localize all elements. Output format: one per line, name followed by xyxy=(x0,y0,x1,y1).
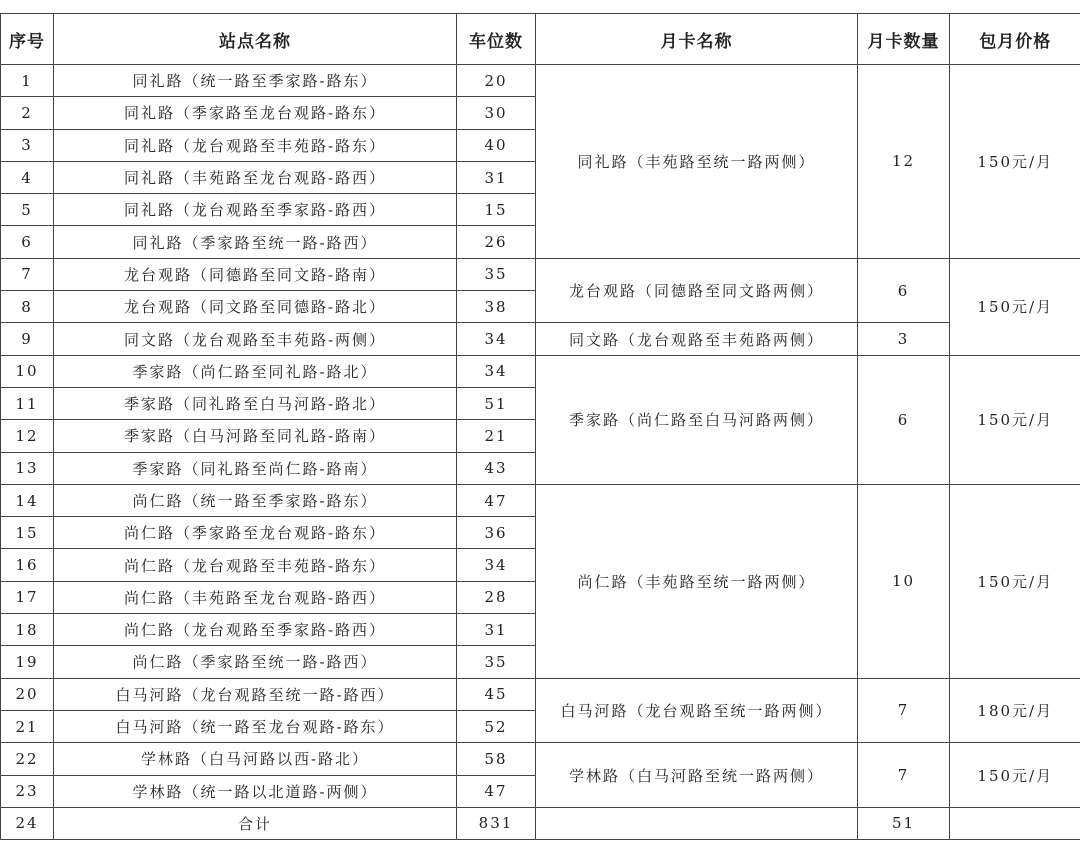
site-name: 季家路（同礼路至白马河路-路北） xyxy=(54,387,457,419)
row-index: 22 xyxy=(1,743,54,775)
header-card-quantity: 月卡数量 xyxy=(858,14,950,65)
site-name: 学林路（白马河路以西-路北） xyxy=(54,743,457,775)
site-name: 季家路（尚仁路至同礼路-路北） xyxy=(54,355,457,387)
row-index: 1 xyxy=(1,65,54,97)
table-row xyxy=(1,355,1080,387)
site-name: 季家路（白马河路至同礼路-路南） xyxy=(54,420,457,452)
site-name: 同礼路（龙台观路至季家路-路西） xyxy=(54,194,457,226)
table-row xyxy=(1,743,1080,775)
row-index: 9 xyxy=(1,323,54,355)
row-index: 16 xyxy=(1,549,54,581)
row-index: 21 xyxy=(1,710,54,742)
site-name: 尚仁路（季家路至龙台观路-路东） xyxy=(54,517,457,549)
site-name: 同礼路（季家路至龙台观路-路东） xyxy=(54,97,457,129)
space-count: 52 xyxy=(457,710,536,742)
row-index: 8 xyxy=(1,291,54,323)
row-index: 4 xyxy=(1,161,54,193)
space-count: 31 xyxy=(457,614,536,646)
space-count: 38 xyxy=(457,291,536,323)
site-name: 龙台观路（同文路至同德路-路北） xyxy=(54,291,457,323)
row-index: 6 xyxy=(1,226,54,258)
row-index: 5 xyxy=(1,194,54,226)
header-card-name: 月卡名称 xyxy=(536,14,858,65)
table-row xyxy=(1,258,1080,290)
row-index: 18 xyxy=(1,614,54,646)
card-name: 尚仁路（丰苑路至统一路两侧） xyxy=(536,484,858,678)
space-count: 58 xyxy=(457,743,536,775)
site-name: 同礼路（丰苑路至龙台观路-路西） xyxy=(54,161,457,193)
card-quantity: 12 xyxy=(858,65,950,259)
space-count: 30 xyxy=(457,97,536,129)
site-name: 同礼路（季家路至统一路-路西） xyxy=(54,226,457,258)
site-name: 合计 xyxy=(54,807,457,839)
row-index: 2 xyxy=(1,97,54,129)
site-name: 白马河路（龙台观路至统一路-路西） xyxy=(54,678,457,710)
space-count: 26 xyxy=(457,226,536,258)
monthly-price xyxy=(950,807,1080,839)
monthly-price: 150元/月 xyxy=(950,743,1080,808)
row-index: 12 xyxy=(1,420,54,452)
table-row xyxy=(1,65,1080,97)
space-count: 31 xyxy=(457,161,536,193)
header-site-name: 站点名称 xyxy=(54,14,457,65)
site-name: 学林路（统一路以北道路-两侧） xyxy=(54,775,457,807)
card-name: 同文路（龙台观路至丰苑路两侧） xyxy=(536,323,858,355)
card-quantity: 6 xyxy=(858,258,950,323)
monthly-price: 150元/月 xyxy=(950,258,1080,355)
card-name: 龙台观路（同德路至同文路两侧） xyxy=(536,258,858,323)
card-name: 白马河路（龙台观路至统一路两侧） xyxy=(536,678,858,743)
card-quantity: 6 xyxy=(858,355,950,484)
site-name: 同文路（龙台观路至丰苑路-两侧） xyxy=(54,323,457,355)
site-name: 季家路（同礼路至尚仁路-路南） xyxy=(54,452,457,484)
space-count: 47 xyxy=(457,484,536,516)
header-row xyxy=(1,14,1080,65)
table-row xyxy=(1,323,1080,355)
card-quantity: 7 xyxy=(858,743,950,808)
card-name: 同礼路（丰苑路至统一路两侧） xyxy=(536,65,858,259)
space-count: 21 xyxy=(457,420,536,452)
site-name: 龙台观路（同德路至同文路-路南） xyxy=(54,258,457,290)
card-quantity: 10 xyxy=(858,484,950,678)
monthly-price: 150元/月 xyxy=(950,355,1080,484)
monthly-price: 150元/月 xyxy=(950,65,1080,259)
table-row xyxy=(1,484,1080,516)
header-monthly-price: 包月价格 xyxy=(950,14,1080,65)
row-index: 13 xyxy=(1,452,54,484)
space-count: 51 xyxy=(457,387,536,419)
monthly-price: 180元/月 xyxy=(950,678,1080,743)
row-index: 20 xyxy=(1,678,54,710)
table-row xyxy=(1,678,1080,710)
space-count: 43 xyxy=(457,452,536,484)
row-index: 7 xyxy=(1,258,54,290)
site-name: 尚仁路（统一路至季家路-路东） xyxy=(54,484,457,516)
card-quantity: 7 xyxy=(858,678,950,743)
space-count: 34 xyxy=(457,355,536,387)
row-index: 23 xyxy=(1,775,54,807)
header-index: 序号 xyxy=(1,14,54,65)
site-name: 尚仁路（季家路至统一路-路西） xyxy=(54,646,457,678)
site-name: 尚仁路（丰苑路至龙台观路-路西） xyxy=(54,581,457,613)
space-count: 34 xyxy=(457,323,536,355)
header-space-count: 车位数 xyxy=(457,14,536,65)
table-row xyxy=(1,807,1080,839)
row-index: 15 xyxy=(1,517,54,549)
space-count: 35 xyxy=(457,646,536,678)
space-count: 47 xyxy=(457,775,536,807)
space-count: 45 xyxy=(457,678,536,710)
card-name xyxy=(536,807,858,839)
row-index: 19 xyxy=(1,646,54,678)
row-index: 17 xyxy=(1,581,54,613)
row-index: 14 xyxy=(1,484,54,516)
site-name: 白马河路（统一路至龙台观路-路东） xyxy=(54,710,457,742)
row-index: 24 xyxy=(1,807,54,839)
monthly-price: 150元/月 xyxy=(950,484,1080,678)
space-count: 35 xyxy=(457,258,536,290)
site-name: 尚仁路（龙台观路至丰苑路-路东） xyxy=(54,549,457,581)
space-count: 34 xyxy=(457,549,536,581)
space-count: 831 xyxy=(457,807,536,839)
space-count: 20 xyxy=(457,65,536,97)
card-name: 季家路（尚仁路至白马河路两侧） xyxy=(536,355,858,484)
table-body xyxy=(1,65,1080,840)
space-count: 28 xyxy=(457,581,536,613)
row-index: 3 xyxy=(1,129,54,161)
site-name: 同礼路（龙台观路至丰苑路-路东） xyxy=(54,129,457,161)
card-name: 学林路（白马河路至统一路两侧） xyxy=(536,743,858,808)
space-count: 36 xyxy=(457,517,536,549)
row-index: 11 xyxy=(1,387,54,419)
parking-monthly-card-table xyxy=(0,13,1080,840)
space-count: 40 xyxy=(457,129,536,161)
card-quantity: 51 xyxy=(858,807,950,839)
row-index: 10 xyxy=(1,355,54,387)
site-name: 尚仁路（龙台观路至季家路-路西） xyxy=(54,614,457,646)
space-count: 15 xyxy=(457,194,536,226)
card-quantity: 3 xyxy=(858,323,950,355)
site-name: 同礼路（统一路至季家路-路东） xyxy=(54,65,457,97)
